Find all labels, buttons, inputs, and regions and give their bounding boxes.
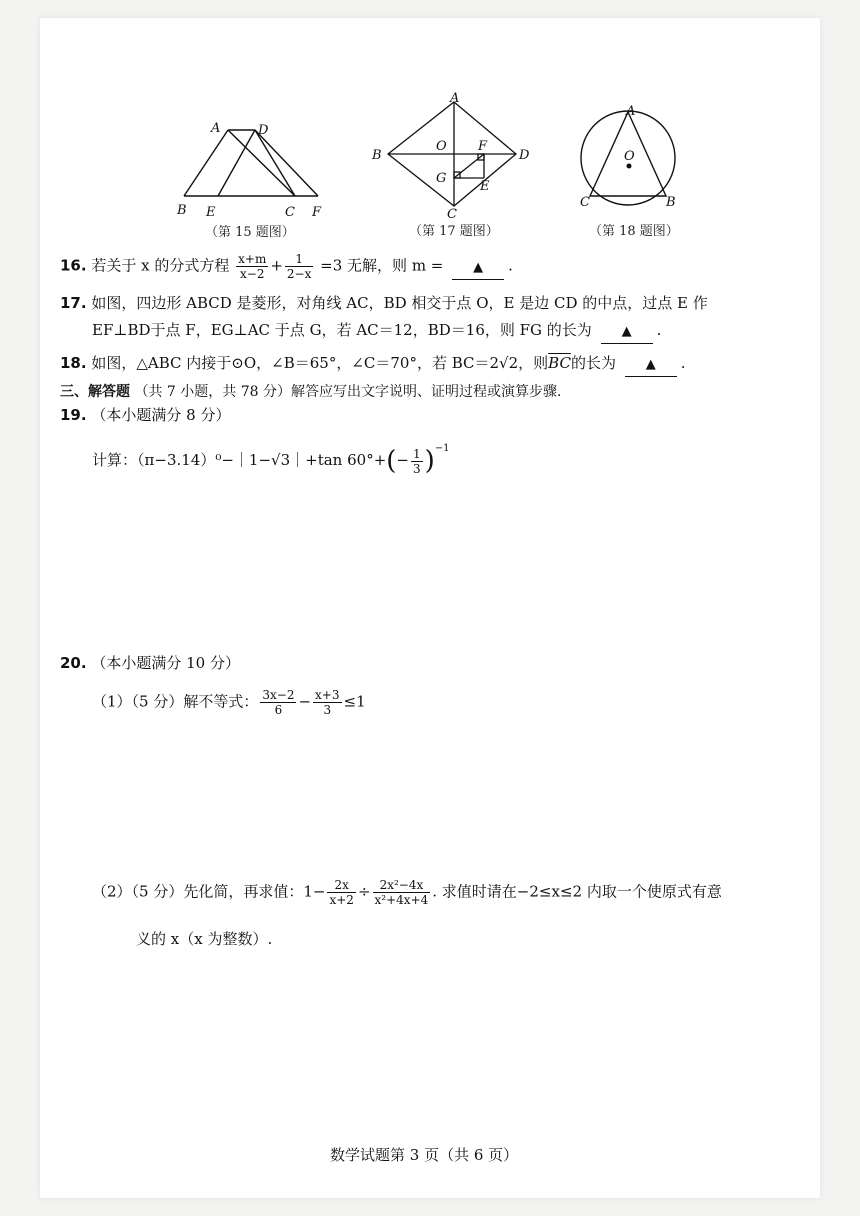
q18-period: .: [680, 354, 686, 372]
q16-plus: +: [270, 256, 283, 275]
question-20: [60, 652, 240, 674]
figure-18: [570, 98, 690, 216]
q18-answer-blank: ▲: [625, 354, 677, 377]
fig15-label-F: F: [312, 205, 322, 220]
fig15-label-B: B: [177, 203, 187, 218]
q16-fraction-1: $\frac{x+m}{x-2}$: [238, 252, 267, 281]
q20-part-2-label: （2）（5 分）先化简，再求值：: [92, 882, 304, 901]
q18-text: 如图，△ABC 内接于⊙O，∠B＝65°，∠C＝70°，若 BC＝2√2，则: [91, 354, 549, 372]
q19-exponent: −1: [434, 443, 450, 454]
center-point: [627, 164, 632, 169]
q16-text-b: =3 无解，则 m =: [320, 256, 444, 275]
q17-answer-blank: ▲: [601, 321, 653, 344]
q19-score: （本小题满分 8 分）: [91, 406, 231, 424]
q17-period: .: [656, 321, 662, 339]
figure-17-lines: [388, 102, 516, 206]
q17-number: 17.: [60, 294, 87, 312]
figure-15: [170, 118, 340, 223]
question-18: [60, 352, 686, 377]
q20-p2-line-2-text: 义的 x（x 为整数）.: [136, 930, 273, 948]
question-17-line-2: [92, 319, 661, 344]
figure-17: [368, 90, 538, 218]
figure-15-lines: [184, 130, 318, 196]
q20-p1-minus: −: [298, 692, 312, 711]
q17-line-2-text: EF⊥BD于点 F，EG⊥AC 于点 G，若 AC＝12，BD＝16，则 FG 的长为: [92, 321, 592, 339]
fig15-label-D: D: [258, 123, 269, 138]
q16-fraction-2: $\frac{1}{2-x}$: [286, 252, 312, 281]
q20-part-1-label: （1）（5 分）解不等式：: [92, 692, 259, 711]
fig17-label-B: B: [372, 148, 382, 163]
fig18-label-B: B: [666, 195, 676, 210]
section-3-title: 三、解答题: [60, 384, 130, 400]
fig17-label-D: D: [519, 148, 530, 163]
section-3-header: [60, 381, 561, 403]
q20-part-1: [92, 688, 366, 717]
page-footer: 数学试题第 3 页（共 6 页）: [330, 1146, 519, 1164]
fig15-label-C: C: [285, 205, 295, 220]
q20-p2-one: 1−: [303, 882, 326, 901]
fig17-label-E: E: [480, 179, 490, 194]
q19-expression: [92, 443, 450, 476]
q18-arc-bc: $\overline{BC}$: [548, 354, 571, 372]
q16-answer-blank: ▲: [452, 257, 504, 280]
q19-expression-a: （π−3.14）⁰−｜1−√3｜+tan 60°+: [137, 451, 387, 469]
q20-p2-fraction-1: $\frac{2x}{x+2}$: [329, 878, 354, 907]
q20-p1-fraction-1: $\frac{3x-2}{6}$: [262, 688, 295, 717]
fig15-caption: （第 15 题图）: [205, 225, 295, 240]
fig17-label-A: A: [450, 91, 460, 106]
q20-part-2-line-2: [136, 928, 272, 950]
question-19: [60, 404, 230, 426]
section-3-instructions: （共 7 小题，共 78 分）解答应写出文字说明、证明过程或演算步骤.: [134, 384, 562, 400]
q16-text-a: 若关于 x 的分式方程: [91, 256, 230, 275]
q16-number: 16.: [60, 256, 87, 275]
fig17-label-O: O: [436, 139, 447, 154]
fig18-label-C: C: [580, 195, 590, 210]
q19-minus: −: [396, 451, 409, 469]
q20-score: （本小题满分 10 分）: [91, 654, 240, 672]
q20-p2-divide: ÷: [357, 882, 371, 901]
q20-p2-fraction-2: $\frac{\text{2x²−4x}}{\text{x²+4x+4}}$: [374, 878, 429, 907]
q19-number: 19.: [60, 406, 87, 424]
q19-fraction: $\frac{1}{3}$: [413, 446, 421, 476]
question-17: [60, 292, 708, 314]
fig18-caption: （第 18 题图）: [589, 224, 679, 239]
fig18-label-O: O: [624, 149, 635, 164]
q19-calc-label: 计算：: [92, 451, 138, 469]
fig17-label-G: G: [436, 171, 447, 186]
q18-text-b: 的长为: [570, 354, 616, 372]
q20-p1-tail: ≤1: [343, 692, 366, 711]
fig15-label-E: E: [206, 205, 216, 220]
q20-p2-tail: . 求值时请在−2≤x≤2 内取一个使原式有意: [432, 882, 722, 901]
q19-right-paren: ): [424, 446, 435, 476]
question-16: [60, 252, 513, 281]
q20-p1-fraction-2: $\frac{x+3}{3}$: [315, 688, 340, 717]
q16-period: .: [508, 256, 513, 275]
q18-number: 18.: [60, 354, 87, 372]
q17-line-1: 如图，四边形 ABCD 是菱形，对角线 AC，BD 相交于点 O，E 是边 CD 的中点，过点 E 作: [91, 294, 708, 312]
fig18-label-A: A: [626, 104, 636, 119]
q19-left-paren: (: [386, 446, 397, 476]
fig15-label-A: A: [211, 121, 221, 136]
q20-part-2: [92, 878, 722, 907]
fig17-label-C: C: [447, 207, 457, 218]
q20-number: 20.: [60, 654, 87, 672]
fig17-caption: （第 17 题图）: [409, 224, 499, 239]
fig17-label-F: F: [478, 139, 488, 154]
